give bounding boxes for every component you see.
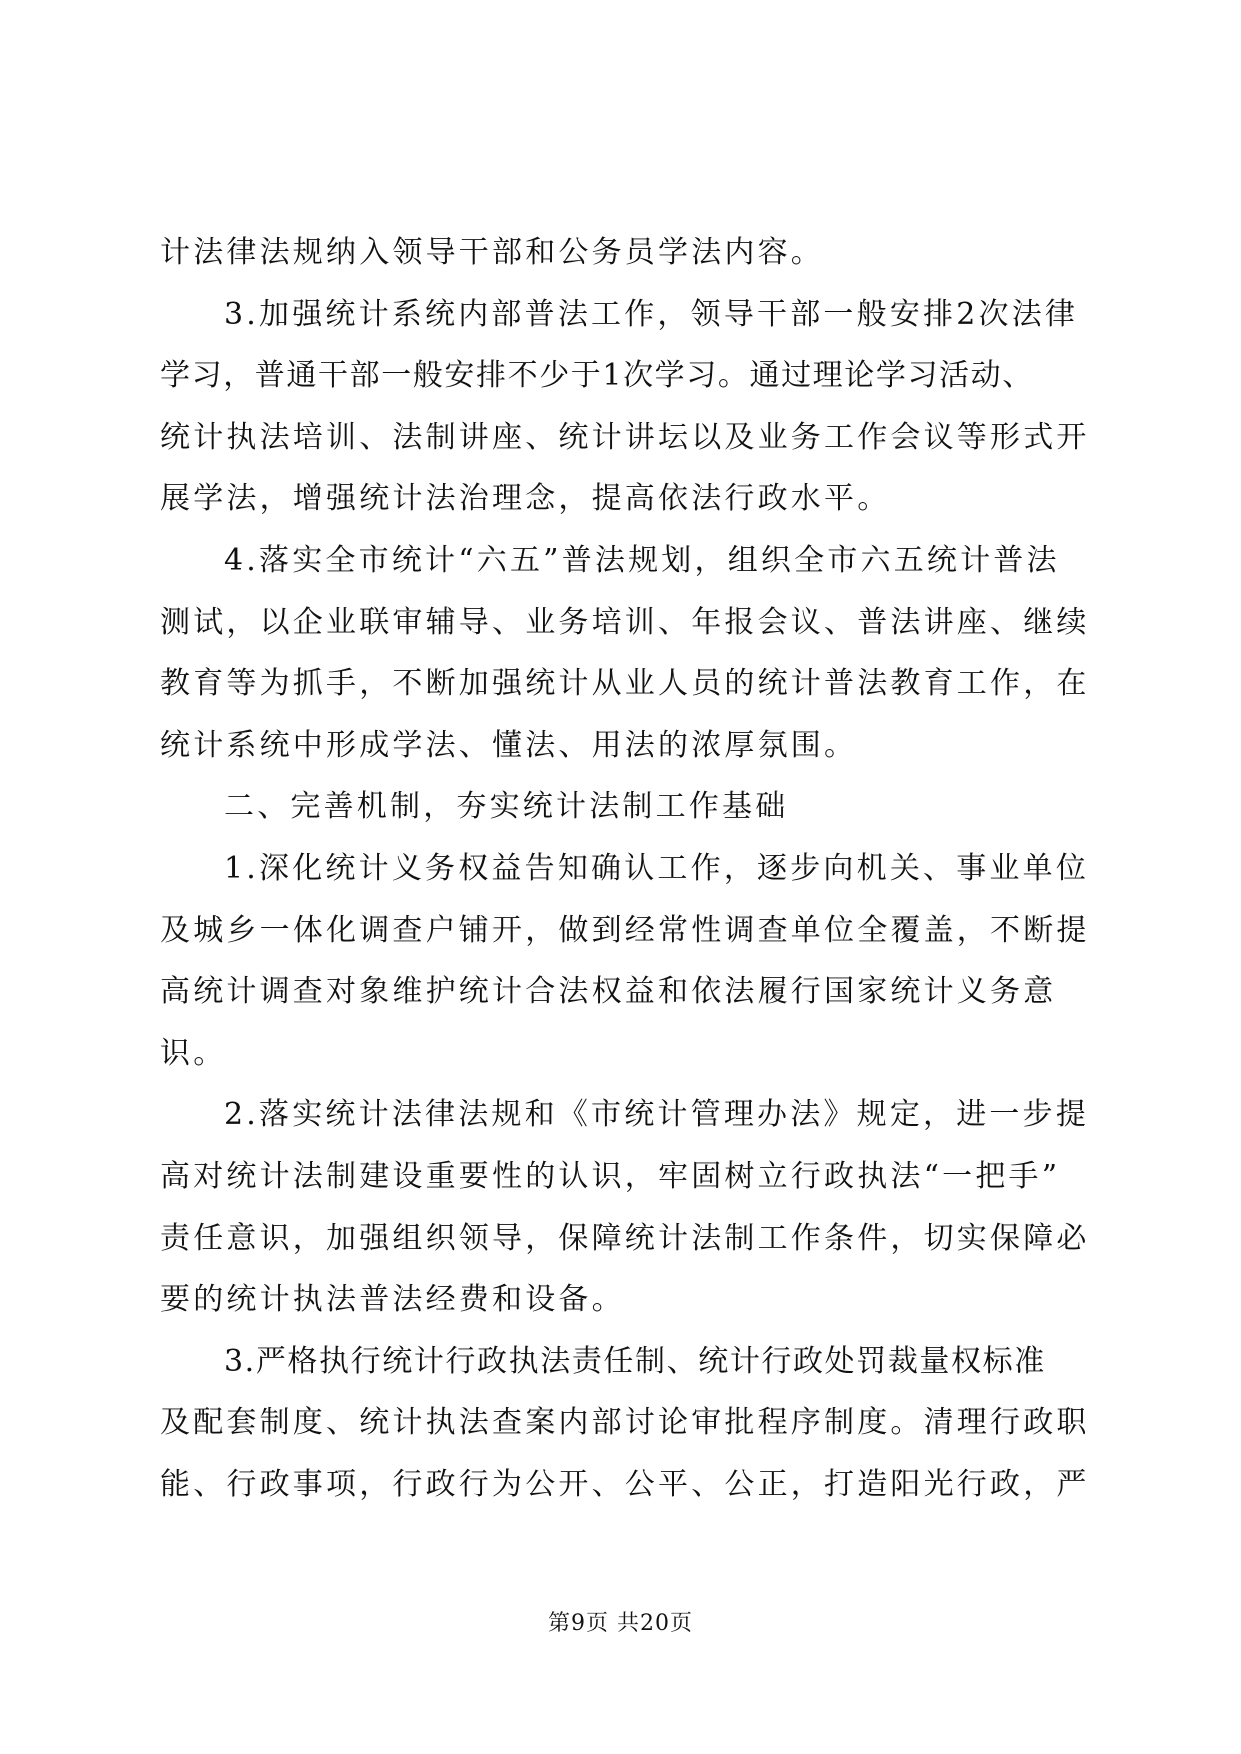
text-line: 3.加强统计系统内部普法工作，领导干部一般安排2次法律 <box>224 296 1079 332</box>
text-line: 1.深化统计义务权益告知确认工作，逐步向机关、事业单位 <box>224 850 1090 886</box>
text-line: 统计执法培训、法制讲座、统计讲坛以及业务工作会议等形式开 <box>160 419 1090 455</box>
text-line: 高统计调查对象维护统计合法权益和依法履行国家统计义务意 <box>160 974 1057 1010</box>
text-line: 展学法，增强统计法治理念，提高依法行政水平。 <box>160 481 891 517</box>
document-body <box>160 222 1090 1515</box>
text-line: 4.落实全市统计“六五”普法规划，组织全市六五统计普法 <box>224 542 1060 578</box>
text-line: 测试，以企业联审辅导、业务培训、年报会议、普法讲座、继续 <box>160 604 1090 640</box>
text-line: 识。 <box>160 1035 227 1071</box>
text-line: 教育等为抓手，不断加强统计从业人员的统计普法教育工作，在 <box>160 666 1090 702</box>
text-line: 高对统计法制建设重要性的认识，牢固树立行政执法“一把手” <box>160 1158 1061 1194</box>
text-line: 责任意识，加强组织领导，保障统计法制工作条件，切实保障必 <box>160 1220 1090 1256</box>
page-number-footer: 第9页 共20页 <box>548 1611 693 1636</box>
text-line: 能、行政事项，行政行为公开、公平、公正，打造阳光行政，严 <box>160 1466 1090 1502</box>
text-line: 2.落实统计法律法规和《市统计管理办法》规定，进一步提 <box>224 1097 1090 1133</box>
text-line: 统计系统中形成学法、懂法、用法的浓厚氛围。 <box>160 727 858 763</box>
text-line: 及配套制度、统计执法查案内部讨论审批程序制度。清理行政职 <box>160 1405 1090 1441</box>
text-line: 3.严格执行统计行政执法责任制、统计行政处罚裁量权标准 <box>224 1343 1046 1379</box>
text-line: 要的统计执法普法经费和设备。 <box>160 1282 625 1318</box>
section-heading: 二、完善机制，夯实统计法制工作基础 <box>224 789 789 825</box>
text-line: 计法律法规纳入领导干部和公务员学法内容。 <box>160 235 824 270</box>
text-line: 及城乡一体化调查户铺开，做到经常性调查单位全覆盖，不断提 <box>160 912 1090 948</box>
text-line: 学习，普通干部一般安排不少于1次学习。通过理论学习活动、 <box>160 358 1034 394</box>
